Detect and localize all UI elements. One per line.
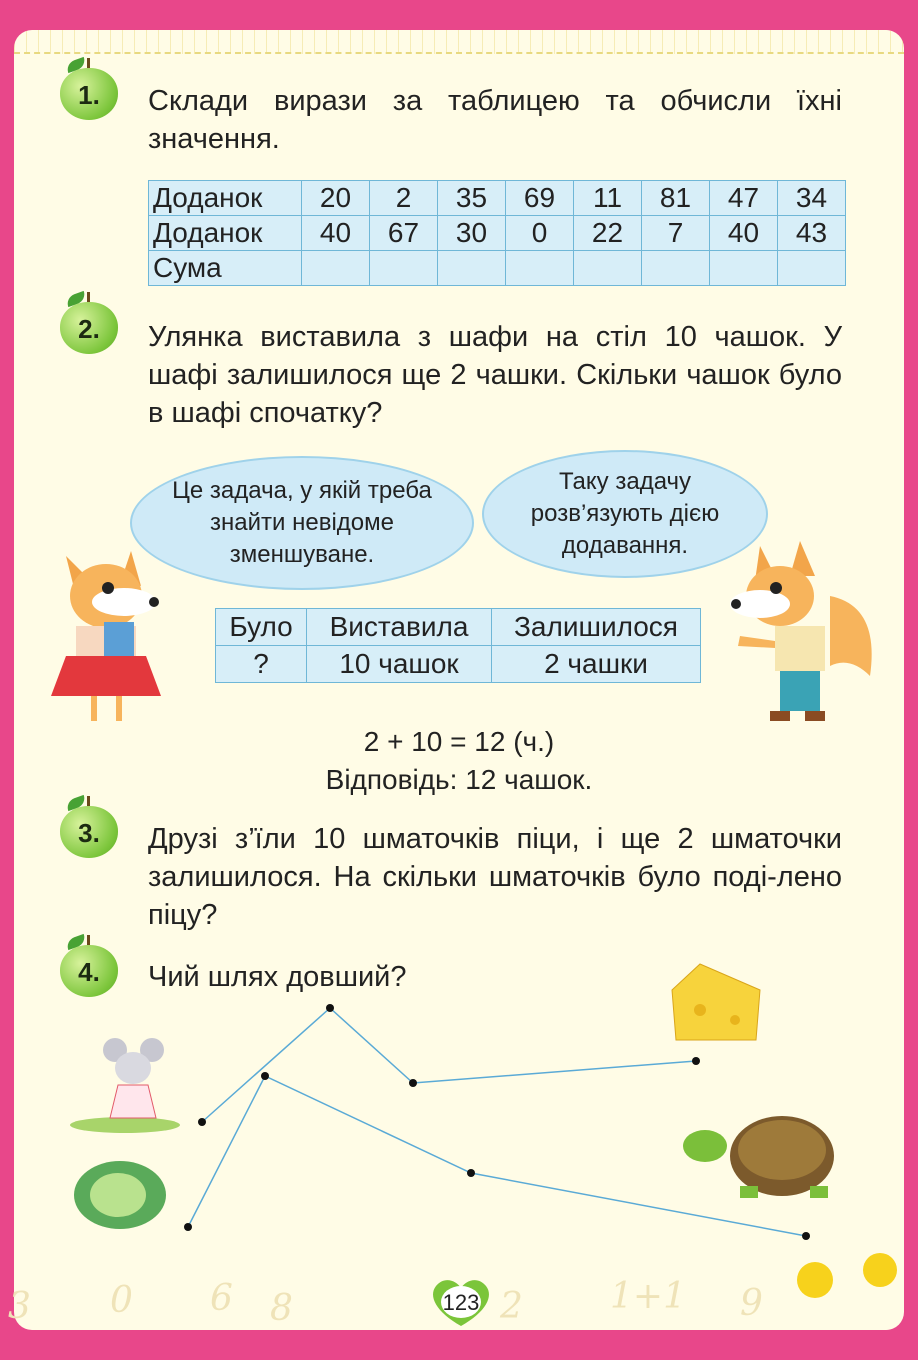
table-cell: 11	[574, 181, 642, 216]
bubble-right-text: Таку задачу розв’язують дією додавання.	[530, 468, 720, 559]
answer-text: Відповідь: 12 чашок.	[325, 764, 593, 795]
svg-text:2: 2	[500, 1286, 523, 1327]
task2-text: Улянка виставила з шафи на стіл 10 чашок. У шафі залишилося ще 2 чашки. Скільки чашок було в шафі спочатку?	[148, 321, 842, 429]
table-cell: 67	[370, 216, 438, 251]
decorative-numbers	[8, 1276, 763, 1329]
table-cell: 69	[506, 181, 574, 216]
table-cell: 0	[506, 216, 574, 251]
turtle-illustration	[683, 1116, 834, 1198]
table-cell: 7	[642, 216, 710, 251]
task-number: 3.	[78, 818, 100, 848]
svg-text:8: 8	[270, 1288, 293, 1329]
cabbage-illustration	[74, 1161, 166, 1229]
table-cell: 40	[302, 216, 370, 251]
svg-text:1+1: 1+1	[610, 1276, 686, 1317]
cheese-illustration	[672, 964, 760, 1040]
table-cell: 20	[302, 181, 370, 216]
chicks-illustration	[797, 1253, 897, 1298]
table-header-zalyshylosia: Залишилося	[492, 609, 701, 646]
solution-expression: 2 + 10 = 12 (ч.)	[363, 726, 555, 757]
table-cell: 2	[370, 181, 438, 216]
mouse-illustration	[70, 1038, 180, 1133]
table-header-bulo: Було	[216, 609, 307, 646]
table-cell: 40	[710, 216, 778, 251]
table-cell: 47	[710, 181, 778, 216]
table-cell-vystavyla: 10 чашок	[307, 646, 492, 683]
bubble-left-text: Це задача, у якій треба знайти невідоме зменшуване.	[172, 477, 432, 568]
svg-text:6: 6	[210, 1278, 233, 1319]
svg-text:3: 3	[8, 1286, 31, 1327]
svg-text:0: 0	[110, 1280, 133, 1321]
table-cell: 35	[438, 181, 506, 216]
row-label: Доданок	[149, 181, 302, 216]
table-cell: 43	[778, 216, 846, 251]
task-number: 4.	[78, 957, 100, 987]
task3-text: Друзі з’їли 10 шматочків піци, і ще 2 шматочки залишилося. На скільки шматочків було поді-лено піцу?	[148, 823, 842, 931]
task-number: 1.	[78, 80, 100, 110]
table-cell: 22	[574, 216, 642, 251]
task4-text: Чий шлях довший?	[148, 961, 407, 993]
table-cell: 81	[642, 181, 710, 216]
row-label: Сума	[149, 251, 302, 286]
task1-text: Склади вирази за таблицею та обчисли їхні значення.	[148, 85, 842, 155]
table-cell-zalyshylosia: 2 чашки	[492, 646, 701, 683]
table-cell-bulo: ?	[216, 646, 307, 683]
task-number: 2.	[78, 314, 100, 344]
row-label: Доданок	[149, 216, 302, 251]
table-header-vystavyla: Виставила	[307, 609, 492, 646]
page-number: 123	[442, 1290, 480, 1315]
table-cell: 34	[778, 181, 846, 216]
svg-text:9: 9	[740, 1283, 763, 1324]
table-cell: 30	[438, 216, 506, 251]
